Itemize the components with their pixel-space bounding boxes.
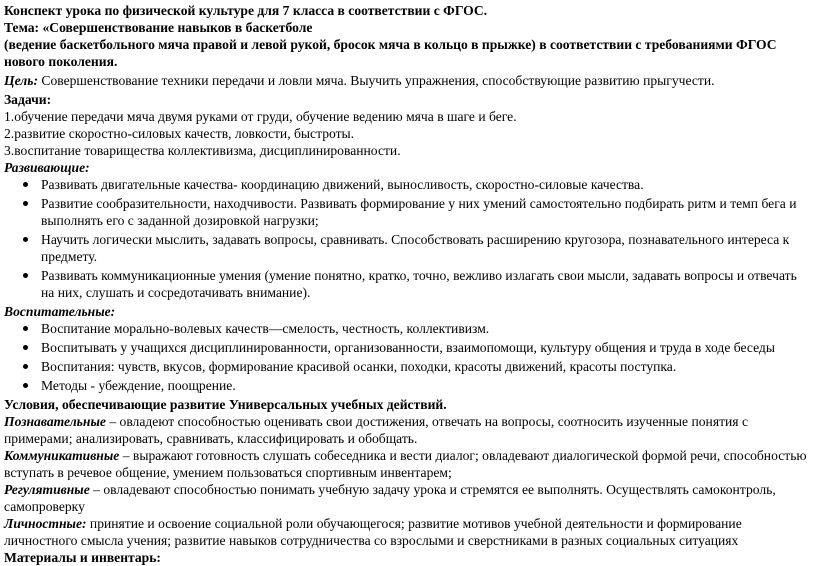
lesson-goal — [4, 72, 812, 89]
uud-label: Коммуникативные — [4, 448, 120, 463]
list-item: Развитие сообразительности, находчивости. Развивать формирование у них умений самостоятельно подбирать ритм и темп бега и выполнять его с заданной дозировкой нагрузки; — [4, 195, 812, 229]
list-item: Воспитание морально-волевых качеств—смелость, честность, коллективизм. — [4, 320, 812, 337]
developing-list — [4, 176, 812, 301]
list-item: Развивать двигательные качества- координацию движений, выносливость, скоростно-силовые качества. — [4, 176, 812, 193]
list-item: Развивать коммуникационные умения (умение понятно, кратко, точно, вежливо излагать свои мысли, задавать вопросы и отвечать на них, слушать и сосредотачивать внимание). — [4, 267, 812, 301]
goal-label: Цель: — [4, 73, 38, 88]
task-item: 3.воспитание товарищества коллективизма, дисциплинированности. — [4, 143, 401, 158]
uud-paragraph — [4, 413, 812, 447]
uud-paragraph — [4, 515, 812, 549]
tasks-heading: Задачи: — [4, 92, 52, 107]
list-item: Воспитания: чувств, вкусов, формирование красивой осанки, походки, красоты движений, красоты поступка. — [4, 358, 812, 375]
uud-text: – выражают готовность слушать собеседника и вести диалог; овладевают диалогической формой речи, способностью вступать в речевое общение, умением пользоваться спортивным инвентарем; — [4, 448, 807, 480]
materials-heading: Материалы и инвентарь: — [4, 550, 161, 565]
uud-paragraph — [4, 447, 812, 481]
uud-paragraph — [4, 481, 812, 515]
lesson-theme: Тема: «Совершенствование навыков в баскетболе — [4, 20, 313, 35]
uud-text: – овладеют способностью оценивать свои достижения, отвечать на вопросы, соотносить изученные понятия с примерами; анализировать, сравнивать, классифицировать и обобщать. — [4, 414, 748, 446]
developing-heading: Развивающие: — [4, 160, 90, 175]
uud-label: Регулятивные — [4, 482, 90, 497]
uud-text: принятие и освоение социальной роли обучающегося; развитие мотивов учебной деятельности и формирование личностного смысла учения; развитие навыков сотрудничества со взрослыми и сверстниками в разных социальных ситуациях — [4, 516, 742, 548]
list-item: Научить логически мыслить, задавать вопросы, сравнивать. Способствовать расширению кругозора, познавательного интереса к предмету. — [4, 231, 812, 265]
conditions-heading: Условия, обеспечивающие развитие Универсальных учебных действий. — [4, 397, 447, 412]
document-title: Конспект урока по физической культуре для 7 класса в соответствии с ФГОС. — [4, 3, 488, 18]
uud-label: Познавательные — [4, 414, 106, 429]
lesson-theme-detail: (ведение баскетбольного мяча правой и левой рукой, бросок мяча в кольцо в прыжке) в соответствии с требованиями ФГОС нового поколения. — [4, 37, 777, 69]
list-item: Воспитывать у учащихся дисциплинированности, организованности, взаимопомощи, культуру общения и труда в ходе беседы — [4, 339, 812, 356]
educational-list — [4, 320, 812, 394]
task-item: 2.развитие скоростно-силовых качеств, ловкости, быстроты. — [4, 126, 355, 141]
educational-heading: Воспитательные: — [4, 304, 116, 319]
list-item: Методы - убеждение, поощрение. — [4, 377, 812, 394]
task-item: 1.обучение передачи мяча двумя руками от груди, обучение ведению мяча в шаге и беге. — [4, 109, 517, 124]
uud-text: – овладевают способностью понимать учебную задачу урока и стремятся ее выполнять. Осуществлять самоконтроль, самопроверку — [4, 482, 776, 514]
uud-label: Личностные: — [4, 516, 87, 531]
goal-text: Совершенствование техники передачи и ловли мяча. Выучить упражнения, способствующие развитию прыгучести. — [37, 73, 715, 88]
